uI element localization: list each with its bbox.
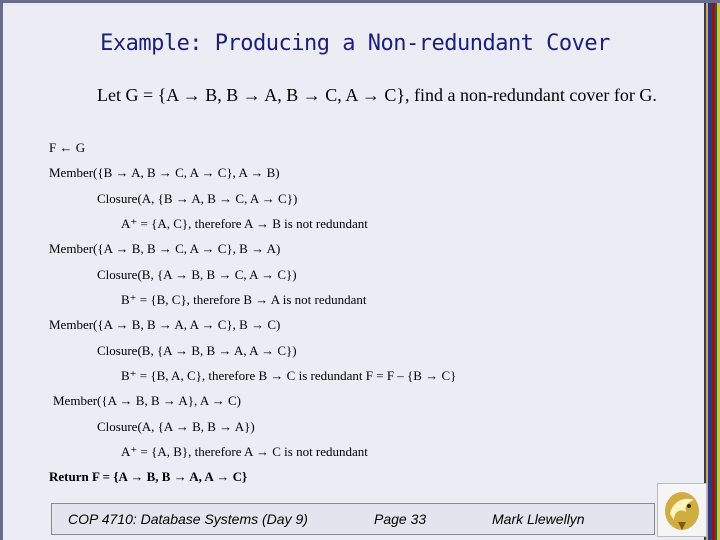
decorative-frame	[704, 3, 720, 540]
step-line: A⁺ = {A, B}, therefore A → C is not redundant	[121, 444, 368, 459]
step-line: F ← G	[49, 140, 86, 155]
step-line: Member({A → B, B → A}, A → C)	[53, 393, 241, 408]
pegasus-logo-icon	[657, 483, 707, 537]
frame-top	[3, 3, 707, 6]
step-line: Closure(A, {B → A, B → C, A → C})	[97, 191, 298, 206]
footer-author: Mark Llewellyn	[492, 511, 585, 527]
step-line: Closure(A, {A → B, B → A})	[97, 419, 255, 434]
step-line: Member({A → B, B → C, A → C}, B → A)	[49, 241, 281, 256]
slide-title: Example: Producing a Non-redundant Cover	[100, 31, 610, 56]
footer-course: COP 4710: Database Systems (Day 9)	[68, 511, 308, 527]
step-line: B⁺ = {B, C}, therefore B → A is not redundant	[121, 292, 367, 307]
step-line: B⁺ = {B, A, C}, therefore B → C is redundant F = F – {B → C}	[121, 368, 457, 383]
problem-statement: Let G = {A → B, B → A, B → C, A → C}, find a non-redundant cover for G.	[97, 85, 657, 105]
step-line: A⁺ = {A, C}, therefore A → B is not redundant	[121, 216, 368, 231]
result-line: Return F = {A → B, B → A, A → C}	[49, 469, 248, 484]
step-line: Member({B → A, B → C, A → C}, A → B)	[49, 165, 280, 180]
step-line: Member({A → B, B → A, A → C}, B → C)	[49, 317, 281, 332]
slide-footer	[51, 503, 655, 535]
step-line: Closure(B, {A → B, B → A, A → C})	[97, 343, 297, 358]
step-line: Closure(B, {A → B, B → C, A → C})	[97, 267, 297, 282]
footer-page-number: Page 33	[374, 511, 427, 527]
